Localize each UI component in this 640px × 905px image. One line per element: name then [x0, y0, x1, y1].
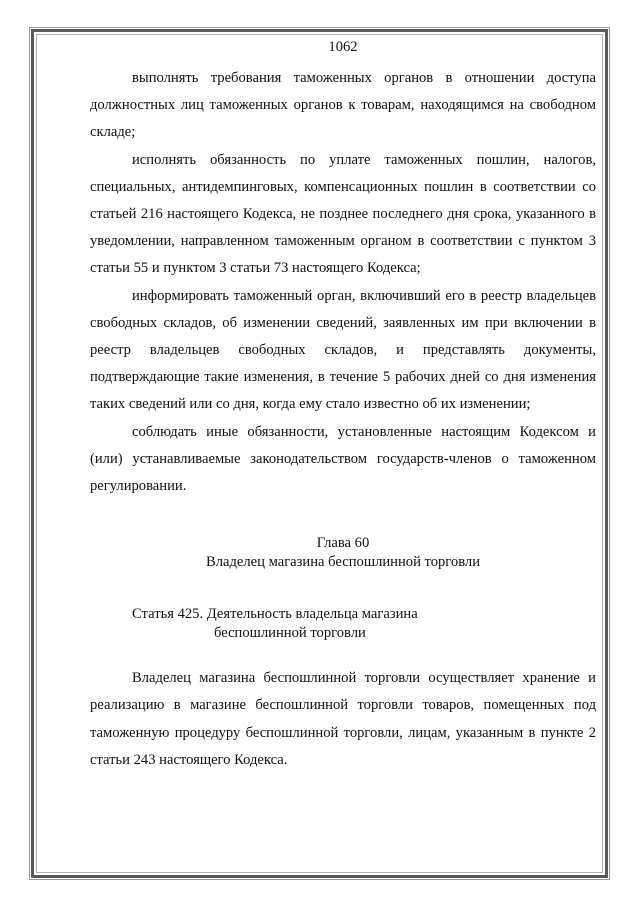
article-title-line1: Статья 425. Деятельность владельца магазина [132, 606, 418, 623]
paragraph-inform-customs: информировать таможенный орган, включивший его в реестр владельцев свободных складов, об изменении сведений, заявленных им при включении в реестр владельцев свободных складов, и представлять документы, подтверждающие такие изменения, в течение 5 рабочих дней со дня изменения таких сведений или со дня, когда ему стало известно об их изменении; [90, 287, 596, 413]
chapter-heading [90, 534, 596, 572]
article-title-line2: беспошлинной торговли [214, 625, 366, 642]
paragraph-other-obligations: соблюдать иные обязанности, установленные настоящим Кодексом и (или) устанавливаемые законодательством государств-членов о таможенном регулировании. [90, 423, 596, 495]
paragraph-payment-obligation: исполнять обязанность по уплате таможенных пошлин, налогов, специальных, антидемпинговых, компенсационных пошлин в соответствии со статьей 216 настоящего Кодекса, не позднее последнего дня срока, указанного в уведомлении, направленном таможенным органом в соответствии с пунктом 3 статьи 55 и пунктом 3 статьи 73 настоящего Кодекса; [90, 151, 596, 277]
paragraph-duty-free-owner: Владелец магазина беспошлинной торговли осуществляет хранение и реализацию в магазине беспошлинной торговли товаров, помещенных под таможенную процедуру беспошлинной торговли, лицам, указанным в пункте 2 статьи 243 настоящего Кодекса. [90, 670, 596, 768]
page-content [90, 37, 596, 774]
page-number: 1062 [328, 39, 358, 55]
article-heading [90, 605, 596, 643]
chapter-label: Глава 60 [316, 535, 370, 552]
paragraph-access-requirements: выполнять требования таможенных органов в отношении доступа должностных лиц таможенных органов к товарам, находящимся на свободном складе; [90, 70, 596, 141]
chapter-title: Владелец магазина беспошлинной торговли [205, 554, 481, 571]
